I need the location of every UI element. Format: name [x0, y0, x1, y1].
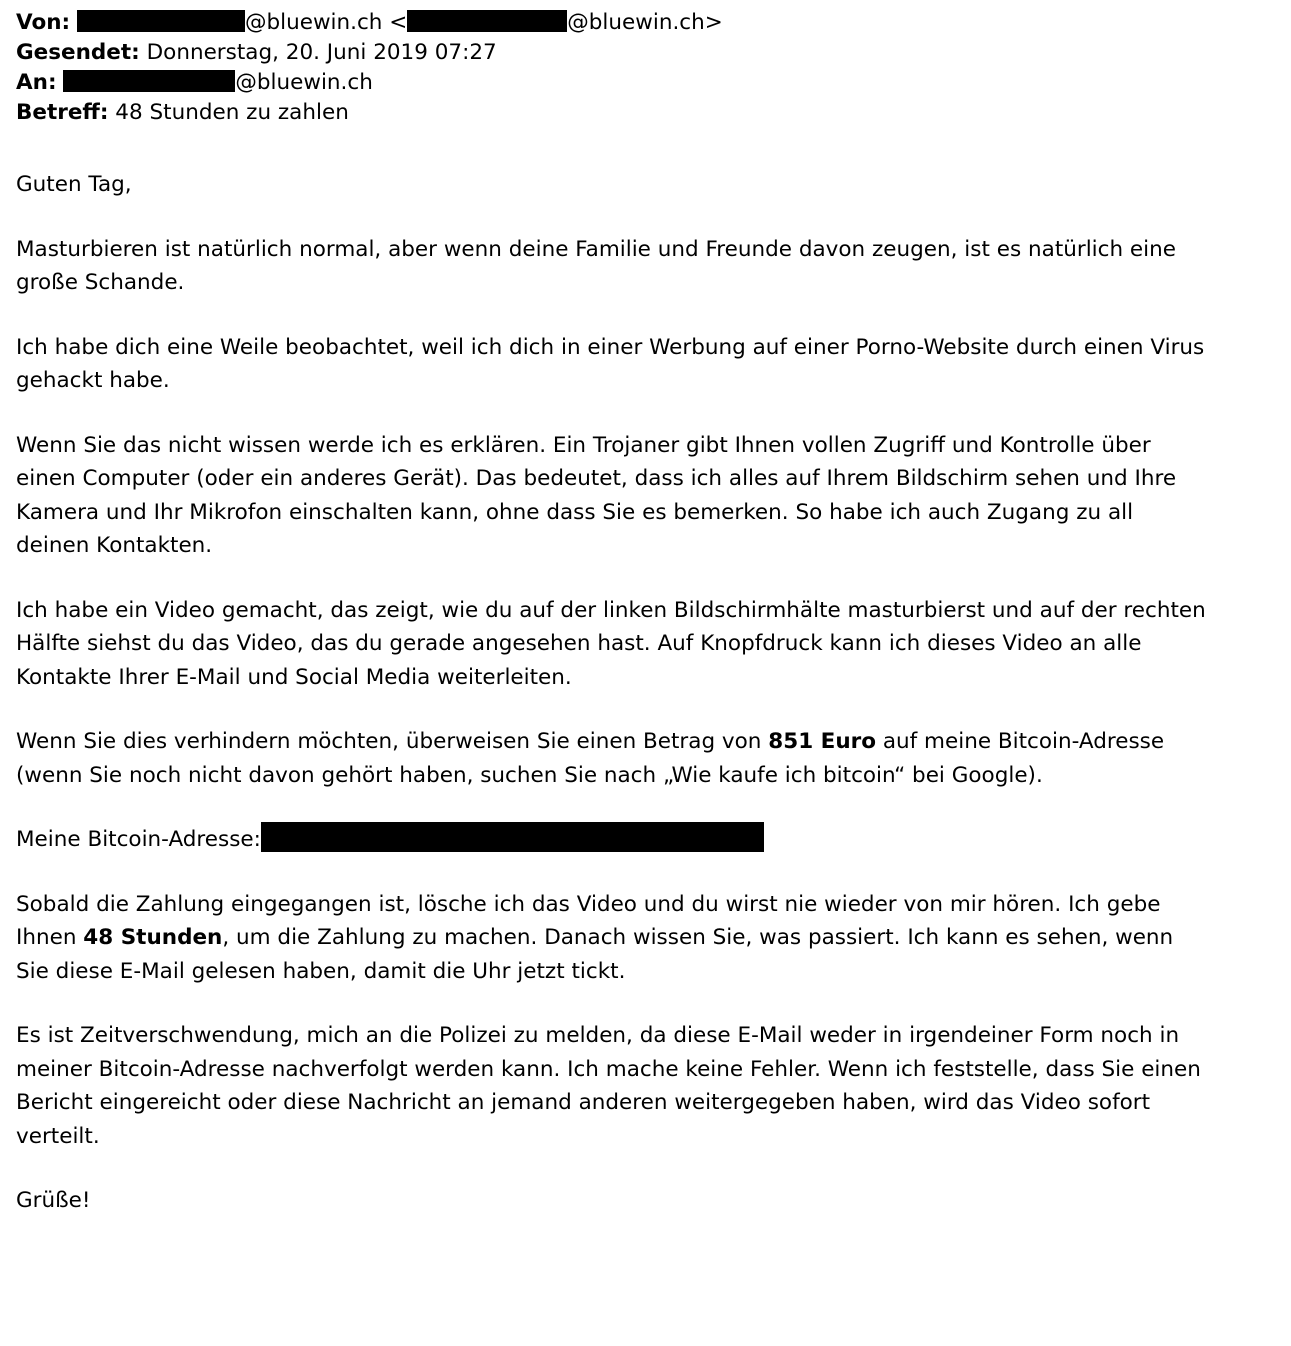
deadline-text-before: Sobald die Zahlung eingegangen ist, lösche ich das Video und du wirst nie wieder von mir hören. Ich gebe Ihnen [16, 891, 1161, 950]
header-value-subject: 48 Stunden zu zahlen [115, 100, 349, 125]
header-row-sent [16, 38, 1275, 68]
redaction-from-username [77, 10, 245, 32]
header-row-to [16, 68, 1275, 98]
header-label-sent: Gesendet: [16, 40, 140, 65]
header-value-from-domain: @bluewin.ch < [244, 10, 408, 35]
header-value-from-domain-tail: @bluewin.ch> [567, 10, 723, 35]
body-paragraph-3: Wenn Sie das nicht wissen werde ich es erklären. Ein Trojaner gibt Ihnen vollen Zugriff und Kontrolle über einen Computer (oder ein anderes Gerät). Das bedeutet, dass ich alles auf Ihrem Bildschirm sehen und Ihre Kamera und Ihr Mikrofon einschalten kann, ohne dass Sie es bemerken. So habe ich auch Zugang zu all deinen Kontakten. [16, 432, 1177, 558]
email-header-block [16, 8, 1275, 128]
body-paragraph-2: Ich habe dich eine Weile beobachtet, weil ich dich in einer Werbung auf einer Porno-Website durch einen Virus gehackt habe. [16, 334, 1205, 393]
bitcoin-address-line [16, 823, 1275, 857]
ransom-text-before: Wenn Sie dies verhindern möchten, überweisen Sie einen Betrag von [16, 729, 769, 754]
ransom-amount: 851 Euro [768, 729, 877, 754]
deadline-duration: 48 Stunden [83, 925, 223, 950]
header-label-to: An: [16, 70, 57, 95]
header-value-to-domain: @bluewin.ch [235, 70, 373, 95]
police-paragraph: Es ist Zeitverschwendung, mich an die Polizei zu melden, da diese E-Mail weder in irgendeiner Form noch in meiner Bitcoin-Adresse nachverfolgt werden kann. Ich mache keine Fehler. Wenn ich feststelle, dass Sie einen Bericht eingereicht oder diese Nachricht an jemand anderen weitergegeben haben, wird das Video sofort verteilt. [16, 1023, 1201, 1149]
body-paragraph-1: Masturbieren ist natürlich normal, aber wenn deine Familie und Freunde davon zeugen, ist es natürlich eine große Schande. [16, 236, 1176, 295]
header-row-subject [16, 98, 1275, 128]
closing-line: Grüße! [16, 1188, 91, 1213]
deadline-paragraph [16, 888, 1211, 989]
redaction-to-username [63, 70, 235, 92]
ransom-paragraph [16, 725, 1211, 792]
header-value-sent: Donnerstag, 20. Juni 2019 07:27 [146, 40, 497, 65]
email-body [16, 168, 1275, 1218]
header-row-from [16, 8, 1275, 38]
header-label-from: Von: [16, 10, 71, 35]
ransom-text-after: auf meine Bitcoin-Adresse (wenn Sie noch nicht davon gehört haben, suchen Sie nach „Wie kaufe ich bitcoin“ bei Google). [16, 729, 1165, 788]
header-label-subject: Betreff: [16, 100, 109, 125]
redaction-bitcoin-address [261, 822, 764, 852]
greeting-line: Guten Tag, [16, 172, 132, 197]
deadline-text-after: , um die Zahlung zu machen. Danach wissen Sie, was passiert. Ich kann es sehen, wenn Sie diese E-Mail gelesen haben, damit die Uhr jetzt tickt. [16, 925, 1174, 984]
bitcoin-address-label: Meine Bitcoin-Adresse: [16, 827, 261, 852]
redaction-from-address [407, 10, 567, 32]
body-paragraph-4: Ich habe ein Video gemacht, das zeigt, wie du auf der linken Bildschirmhälte masturbierst und auf der rechten Hälfte siehst du das Video, das du gerade angesehen hast. Auf Knopfdruck kann ich dieses Video an alle Kontakte Ihrer E-Mail und Social Media weiterleiten. [16, 597, 1206, 690]
